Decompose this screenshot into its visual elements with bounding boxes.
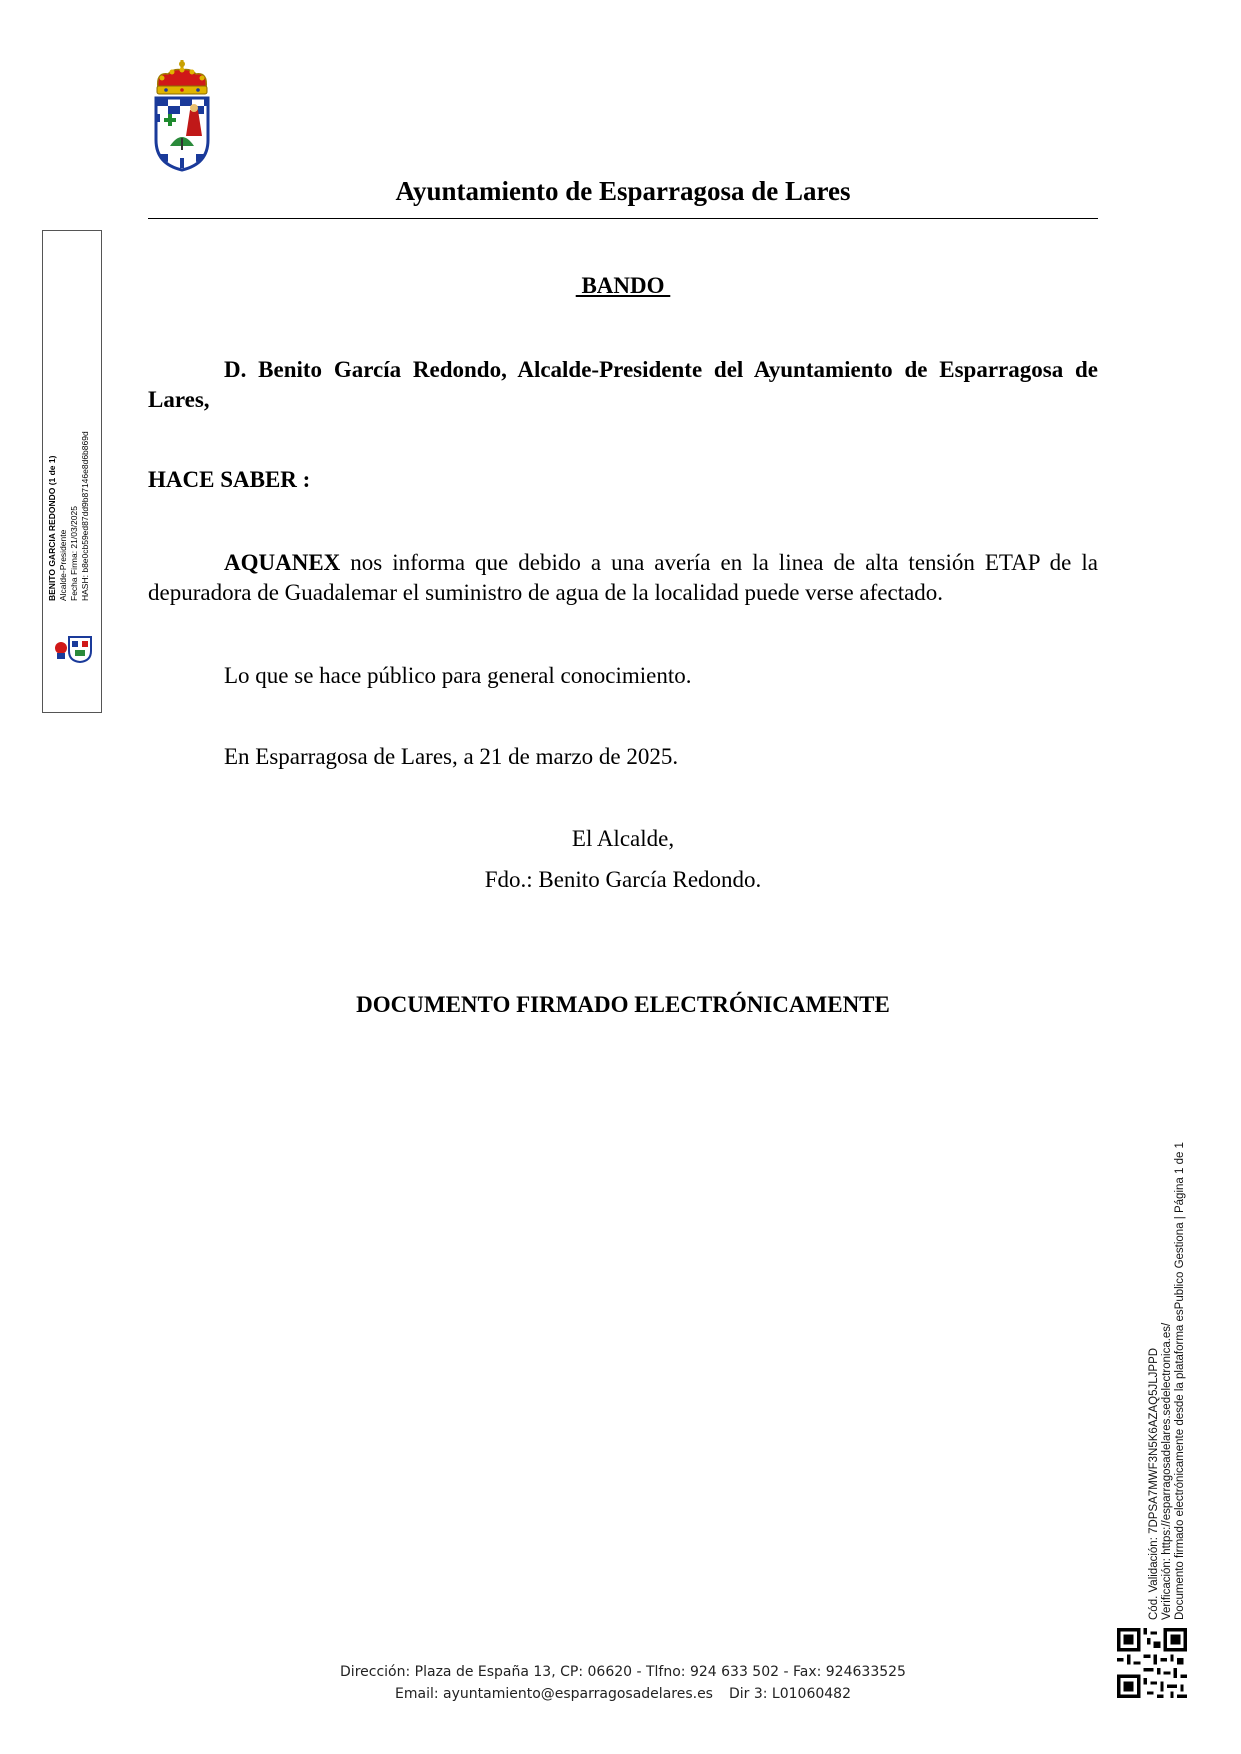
place-date-paragraph	[148, 742, 1098, 772]
qr-code-icon[interactable]	[1117, 1628, 1187, 1698]
publico-text: Lo que se hace público para general conocimiento.	[224, 663, 692, 688]
signature-box	[42, 230, 102, 713]
signed-notice: DOCUMENTO FIRMADO ELECTRÓNICAMENTE	[356, 992, 890, 1017]
validation-code: Cód. Validación: 7DPSA7MWF3N5K6AZAQ5JLJPPD	[1148, 1347, 1160, 1620]
declarant-text: D. Benito García Redondo, Alcalde-Presidente del Ayuntamiento de Esparragosa de Lares,	[148, 357, 1098, 412]
body-lead: AQUANEX	[224, 550, 341, 575]
header-divider	[148, 218, 1098, 219]
declarant-paragraph	[148, 355, 1098, 415]
document-title: BANDO	[575, 273, 671, 298]
signer-name: Fdo.: Benito García Redondo.	[484, 867, 762, 892]
verification-info	[1148, 1060, 1187, 1620]
coat-of-arms-icon	[51, 633, 95, 663]
footer-dir3: Dir 3: L01060482	[728, 1686, 851, 1702]
signer-line: BENITO GARCIA REDONDO (1 de 1)	[47, 455, 57, 601]
footer-address: Dirección: Plaza de España 13, CP: 06620 - Tlfno: 924 633 502 - Fax: 924633525	[340, 1664, 906, 1680]
place-date-text: En Esparragosa de Lares, a 21 de marzo de 2025.	[224, 744, 679, 769]
signature-date: Fecha Firma: 21/03/2025	[69, 506, 79, 601]
hace-saber-heading: HACE SABER :	[148, 467, 311, 492]
signature-hash: HASH: b8e0cb59ed87dd9b87146e8d6b869d	[80, 431, 90, 601]
publico-paragraph	[148, 661, 1098, 691]
signer-position: Alcalde-Presidente	[58, 529, 68, 601]
signature-details	[47, 301, 91, 601]
body-text: nos informa que debido a una avería en la linea de alta tensión ETAP de la depuradora de Guadalemar el suministro de agua de la localidad puede verse afectado.	[148, 550, 1098, 605]
coat-of-arms-icon	[150, 58, 214, 172]
footer-contact	[148, 1686, 1098, 1702]
platform-notice: Documento firmado electrónicamente desde la plataforma esPublico Gestiona | Página 1 de 1	[1174, 1142, 1186, 1620]
signer-role: El Alcalde,	[571, 826, 675, 851]
organization-title: Ayuntamiento de Esparragosa de Lares	[395, 176, 851, 206]
footer-email[interactable]: Email: ayuntamiento@esparragosadelares.es	[395, 1686, 713, 1702]
verification-url[interactable]: Verificación: https://esparragosadelares.sedelectronica.es/	[1161, 1322, 1173, 1620]
body-paragraph	[148, 548, 1098, 608]
